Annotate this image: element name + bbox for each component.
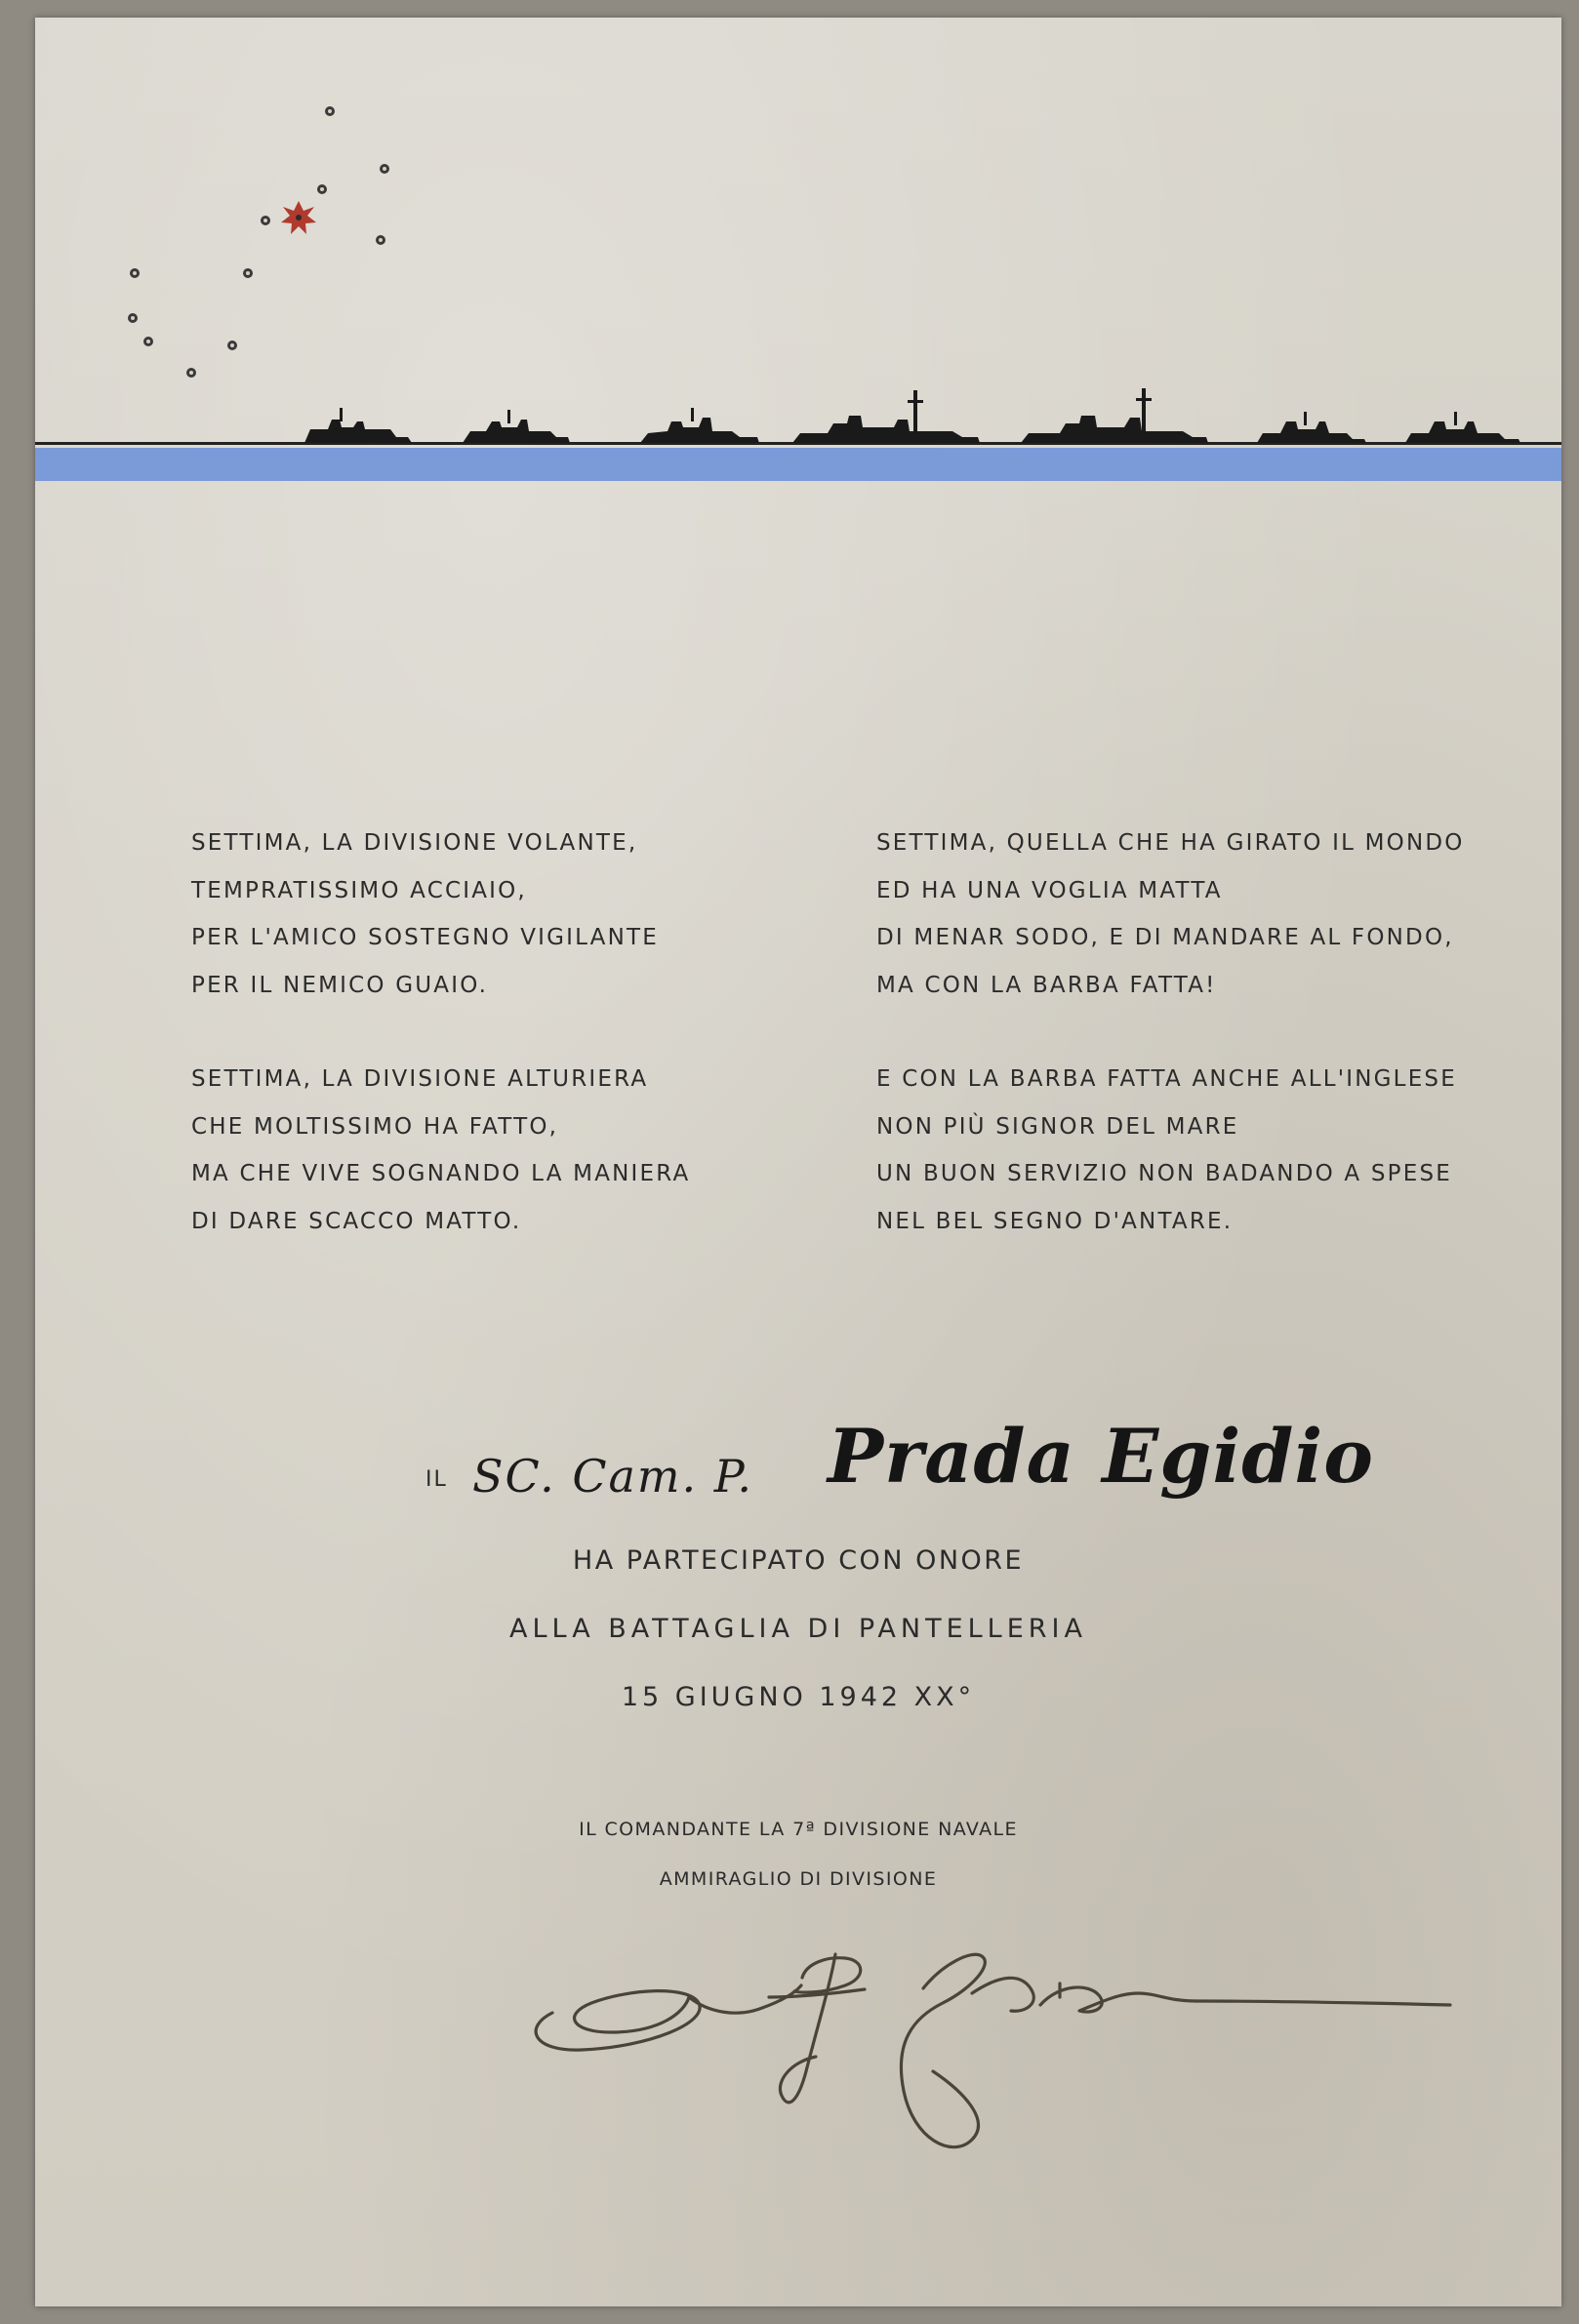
recipient-name: Prada Egidio xyxy=(828,1413,1374,1500)
citation-line-2: ALLA BATTAGLIA DI PANTELLERIA xyxy=(509,1614,1087,1644)
verse-line: PER L'AMICO SOSTEGNO VIGILANTE xyxy=(191,925,659,950)
recipient-rank: SC. Cam. P. xyxy=(472,1450,754,1503)
verse-left-column xyxy=(191,820,690,1292)
ship-silhouette-icon xyxy=(1405,412,1520,443)
sea-band xyxy=(35,448,1561,481)
star-icon xyxy=(243,268,253,278)
verse-line: DI DARE SCACCO MATTO. xyxy=(191,1208,522,1234)
verse-line: TEMPRATISSIMO ACCIAIO, xyxy=(191,877,527,903)
header-illustration xyxy=(35,18,1561,525)
stanza xyxy=(191,820,690,1009)
verse-line: CHE MOLTISSIMO HA FATTO, xyxy=(191,1113,559,1140)
signatory-rank: AMMIRAGLIO DI DIVISIONE xyxy=(659,1868,938,1890)
citation-line-1: HA PARTECIPATO CON ONORE xyxy=(572,1545,1025,1576)
signatory-title: IL COMANDANTE LA 7ª DIVISIONE NAVALE xyxy=(579,1819,1018,1840)
stanza xyxy=(876,1056,1465,1245)
star-icon xyxy=(128,313,138,323)
verse-line: NON PIÙ SIGNOR DEL MARE xyxy=(876,1113,1239,1140)
star-icon xyxy=(143,337,153,346)
handwritten-signature xyxy=(513,1896,1470,2208)
verse-line: NEL BEL SEGNO D'ANTARE. xyxy=(876,1208,1234,1234)
verse-line: SETTIMA, QUELLA CHE HA GIRATO IL MONDO xyxy=(876,830,1465,856)
star-icon xyxy=(317,184,327,194)
verse-line: UN BUON SERVIZIO NON BADANDO A SPESE xyxy=(876,1161,1452,1186)
star-icon xyxy=(227,341,237,350)
ship-silhouette-icon xyxy=(463,410,570,443)
verse-line: SETTIMA, LA DIVISIONE ALTURIERA xyxy=(191,1066,649,1092)
stanza xyxy=(191,1056,690,1245)
star-icon xyxy=(325,106,335,116)
ship-silhouette-icon xyxy=(1021,388,1208,443)
ship-silhouette-icon xyxy=(304,408,412,443)
verse-line: SETTIMA, LA DIVISIONE VOLANTE, xyxy=(191,830,638,856)
star-icon xyxy=(281,201,316,234)
ship-silhouette-icon xyxy=(792,390,980,443)
recipient-line xyxy=(425,1413,1401,1530)
verse-line: MA CHE VIVE SOGNANDO LA MANIERA xyxy=(191,1161,691,1186)
verse-line: MA CON LA BARBA FATTA! xyxy=(876,972,1217,998)
star-icon xyxy=(376,235,385,245)
star-icon xyxy=(186,368,196,378)
verse-line: E CON LA BARBA FATTA ANCHE ALL'INGLESE xyxy=(876,1066,1457,1092)
verse-line: ED HA UNA VOGLIA MATTA xyxy=(876,877,1223,903)
star-icon xyxy=(130,268,140,278)
verse-line: DI MENAR SODO, E DI MANDARE AL FONDO, xyxy=(876,925,1454,950)
certificate-sheet xyxy=(35,18,1561,2306)
star-icon xyxy=(380,164,389,174)
star-icon xyxy=(261,216,270,225)
stanza xyxy=(876,820,1465,1009)
constellation-stars xyxy=(128,106,389,378)
verse-line: PER IL NEMICO GUAIO. xyxy=(191,972,489,998)
citation-date: 15 GIUGNO 1942 XX° xyxy=(621,1682,976,1712)
recipient-prefix: IL xyxy=(425,1467,448,1492)
ship-silhouette-icon xyxy=(1257,412,1366,443)
ship-silhouette-icon xyxy=(640,408,759,443)
verse-right-column xyxy=(876,820,1465,1292)
fleet-silhouettes xyxy=(304,388,1520,443)
